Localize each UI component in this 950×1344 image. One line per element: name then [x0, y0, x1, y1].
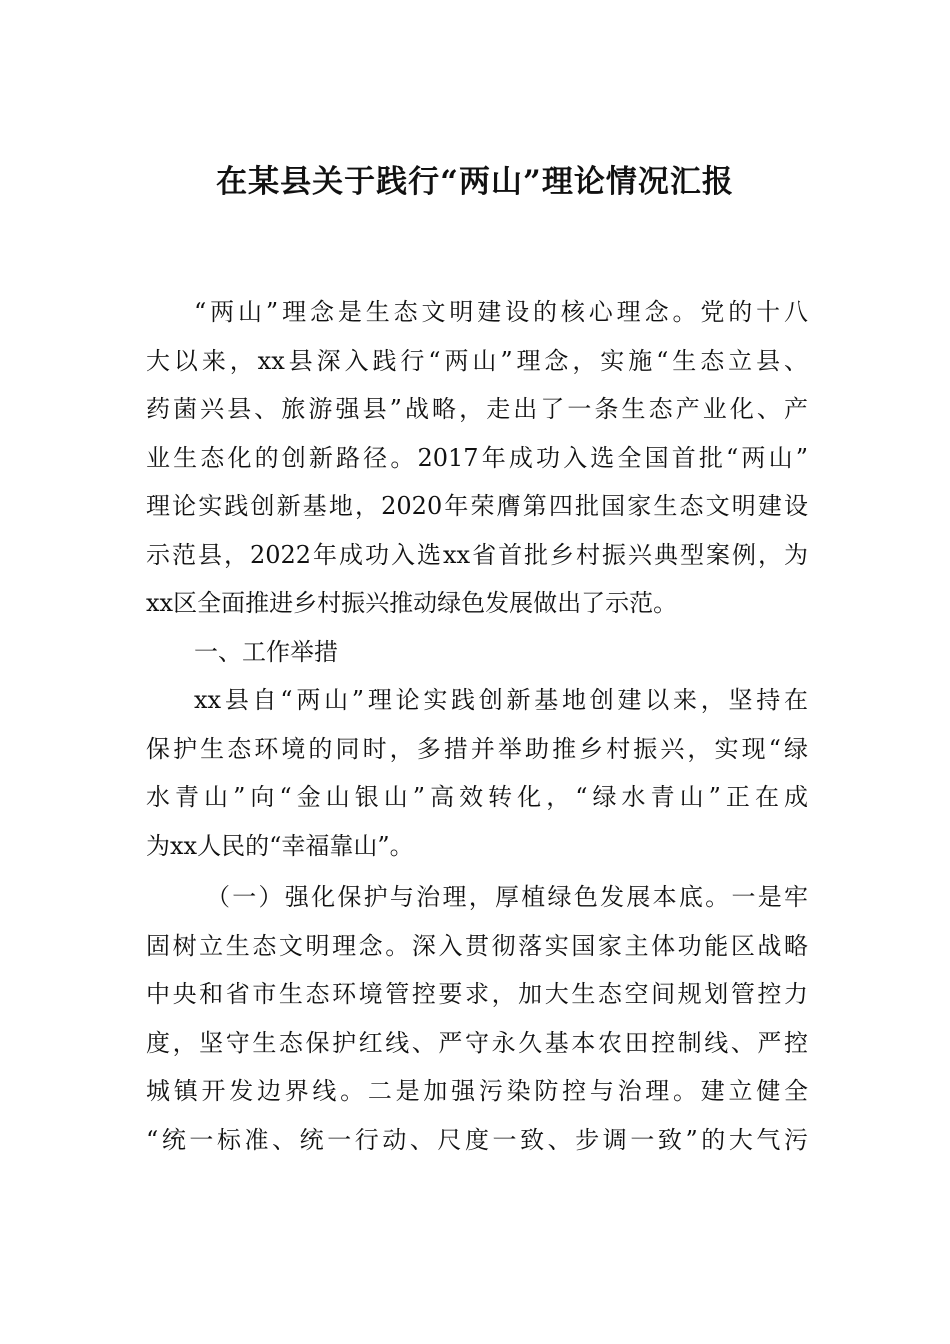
document-title: 在某县关于践行“两山”理论情况汇报 [216, 164, 734, 200]
document-body [146, 288, 808, 1164]
paragraph-line: 保护生态环境的同时，多措并举助推乡村振兴，实现“绿 [146, 734, 808, 763]
paragraph-line: xx区全面推进乡村振兴推动绿色发展做出了示范。 [146, 589, 678, 617]
paragraph-line: （一）强化保护与治理，厚植绿色发展本底。一是牢 [206, 883, 808, 911]
paragraph-line: 理论实践创新基地，2020年荣膺第四批国家生态文明建设 [146, 492, 808, 520]
paragraph-line: 度，坚守生态保护红线、严守永久基本农田控制线、严控 [146, 1028, 808, 1057]
paragraph-line: 药菌兴县、旅游强县”战略，走出了一条生态产业化、产 [146, 395, 808, 423]
paragraph-line: “统一标准、统一行动、尺度一致、步调一致”的大气污 [146, 1125, 808, 1154]
paragraph-line: 中央和省市生态环境管控要求，加大生态空间规划管控力 [146, 980, 808, 1008]
paragraph-line: 大以来，xx县深入践行“两山”理念，实施“生态立县、 [146, 346, 808, 375]
paragraph-line: 为xx人民的“幸福靠山”。 [146, 831, 414, 860]
paragraph-line: 固树立生态文明理念。深入贯彻落实国家主体功能区战略 [146, 931, 808, 960]
paragraph-line: 水青山”向“金山银山”高效转化，“绿水青山”正在成 [146, 783, 808, 811]
paragraph-line: 城镇开发边界线。二是加强污染防控与治理。建立健全 [146, 1077, 808, 1105]
paragraph-line: xx县自“两山”理论实践创新基地创建以来，坚持在 [194, 686, 808, 714]
paragraph-line: “两山”理念是生态文明建设的核心理念。党的十八 [194, 298, 808, 326]
paragraph-line: 业生态化的创新路径。2017年成功入选全国首批“两山” [146, 443, 808, 472]
section-heading: 一、工作举措 [194, 637, 338, 666]
paragraph-line: 示范县，2022年成功入选xx省首批乡村振兴典型案例，为 [146, 540, 808, 569]
